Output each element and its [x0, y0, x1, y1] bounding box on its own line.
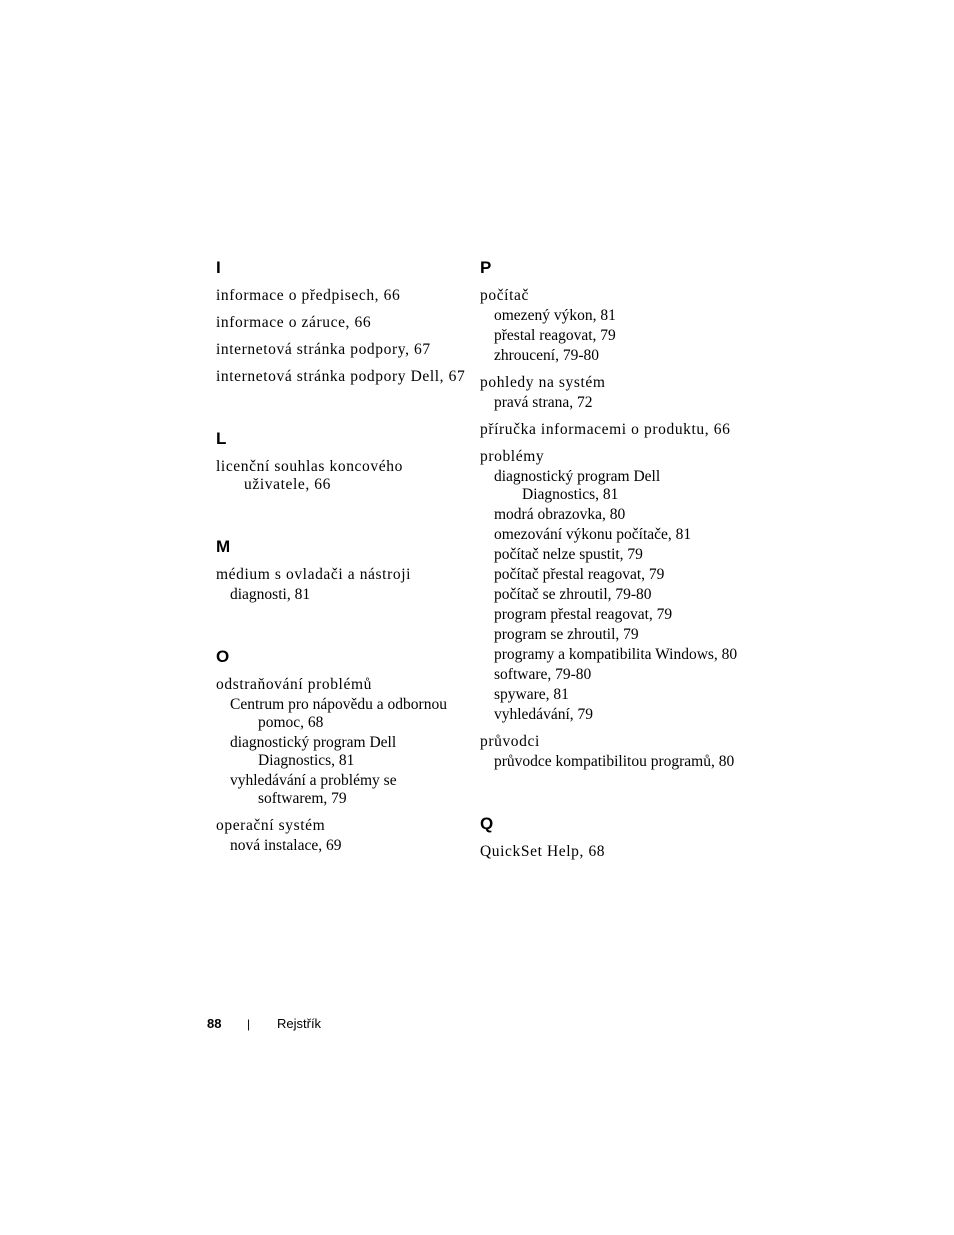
index-column-right: [480, 257, 740, 903]
section-letter: L: [216, 429, 227, 448]
index-section-i: [216, 257, 466, 386]
index-entry: [480, 421, 740, 439]
index-entry: [216, 314, 466, 332]
index-entry-heading: počítač: [480, 287, 529, 304]
index-entry: [480, 287, 740, 365]
index-entry: [480, 843, 740, 861]
index-section-p: [480, 257, 740, 771]
index-subentry: omezování výkonu počítače, 81: [494, 526, 692, 543]
index-section-q: [480, 813, 740, 861]
index-entry: [216, 341, 466, 359]
index-subentry: diagnosti, 81: [230, 586, 311, 603]
index-entry-heading: průvodci: [480, 733, 540, 750]
index-entry: [216, 817, 466, 855]
index-entry: [480, 733, 740, 771]
index-subentry: počítač přestal reagovat, 79: [494, 566, 665, 583]
section-letter: Q: [480, 814, 494, 833]
index-entry-heading: internetová stránka podpory, 67: [216, 341, 431, 358]
page-number: 88: [207, 1016, 222, 1031]
footer-section-name: Rejstřík: [277, 1016, 322, 1031]
index-subentry: počítač se zhroutil, 79-80: [494, 586, 652, 603]
index-entry-heading: informace o předpisech, 66: [216, 287, 401, 304]
index-subentry: pravá strana, 72: [494, 394, 593, 411]
index-subentry: vyhledávání a problémy se softwarem, 79: [230, 772, 397, 807]
index-subentry: počítač nelze spustit, 79: [494, 546, 643, 563]
index-section-o: [216, 646, 466, 855]
section-letter: M: [216, 537, 231, 556]
index-entry: [216, 368, 466, 386]
index-entry-heading: informace o záruce, 66: [216, 314, 372, 331]
section-letter: O: [216, 647, 230, 666]
index-entry-heading: médium s ovladači a nástroji: [216, 566, 412, 583]
index-section-l: [216, 428, 466, 494]
index-entry-heading: odstraňování problémů: [216, 676, 372, 693]
index-subentry: modrá obrazovka, 80: [494, 506, 626, 523]
index-subentry: omezený výkon, 81: [494, 307, 616, 324]
index-entry-heading: internetová stránka podpory Dell, 67: [216, 368, 466, 385]
index-subentry: průvodce kompatibilitou programů, 80: [494, 753, 735, 770]
index-entry-heading: QuickSet Help, 68: [480, 843, 606, 860]
index-entry: [216, 287, 466, 305]
index-subentry: Centrum pro nápovědu a odbornou pomoc, 68: [230, 696, 447, 731]
index-entry-heading: problémy: [480, 448, 545, 465]
index-subentry: diagnostický program Dell Diagnostics, 81: [494, 468, 661, 503]
index-column-left: [216, 257, 466, 897]
section-letter: P: [480, 258, 492, 277]
index-subentry: přestal reagovat, 79: [494, 327, 616, 344]
index-section-m: [216, 536, 466, 604]
index-subentry: diagnostický program Dell Diagnostics, 81: [230, 734, 397, 769]
index-subentry: software, 79-80: [494, 666, 592, 683]
index-entry: [216, 458, 466, 494]
index-entry: [216, 566, 466, 604]
index-subentry: spyware, 81: [494, 686, 569, 703]
index-subentry: vyhledávání, 79: [494, 706, 594, 723]
section-letter: I: [216, 258, 221, 277]
index-subentry: nová instalace, 69: [230, 837, 342, 854]
footer-separator: |: [247, 1017, 251, 1031]
index-entry-heading: příručka informacemi o produktu, 66: [480, 421, 731, 438]
index-subentry: programy a kompatibilita Windows, 80: [494, 646, 738, 663]
index-entry-heading: licenční souhlas koncového uživatele, 66: [216, 458, 403, 493]
index-entry-heading: operační systém: [216, 817, 326, 834]
index-entry: [480, 448, 740, 724]
index-entry: [480, 374, 740, 412]
index-entry-heading: pohledy na systém: [480, 374, 606, 391]
index-subentry: program přestal reagovat, 79: [494, 606, 673, 623]
index-subentry: zhroucení, 79-80: [494, 347, 600, 364]
index-subentry: program se zhroutil, 79: [494, 626, 639, 643]
index-entry: [216, 676, 466, 808]
page-footer: [207, 1015, 321, 1033]
